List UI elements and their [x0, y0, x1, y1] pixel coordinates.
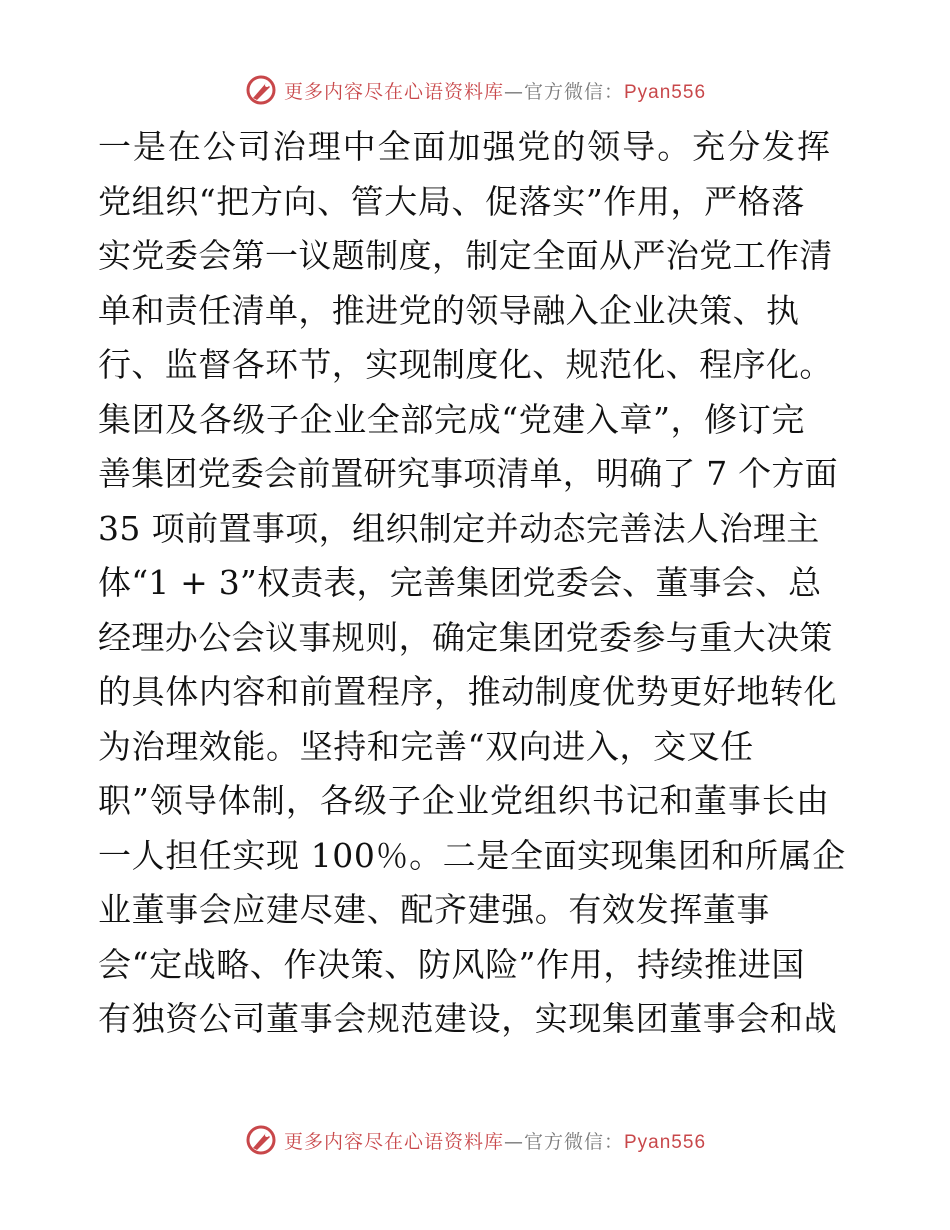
- footer-watermark-banner: [0, 1120, 950, 1160]
- text-line: 有独资公司董事会规范建设，实现集团董事会和战: [98, 999, 838, 1038]
- text-line: 行、监督各环节，实现制度化、规范化、程序化。: [98, 345, 833, 384]
- wechat-label: 官方微信：: [523, 80, 624, 103]
- text-line: 职”领导体制，各级子企业党组织书记和董事长由: [98, 781, 830, 820]
- watermark-slogan: 更多内容尽在心语资料库: [283, 1130, 504, 1153]
- pen-nib-logo-icon: [244, 73, 278, 107]
- text-line: 会“定战略、作决策、防风险”作用，持续推进国: [98, 944, 805, 984]
- watermark-text: [284, 1127, 706, 1154]
- text-line: 为治理效能。坚持和完善“双向进入，交叉任: [98, 726, 754, 766]
- header-watermark-banner: [0, 70, 950, 110]
- watermark-text: [284, 77, 706, 104]
- watermark-separator: —: [503, 80, 524, 103]
- pen-nib-logo-icon: [244, 1123, 278, 1157]
- wechat-label: 官方微信：: [523, 1130, 624, 1153]
- watermark-separator: —: [503, 1130, 524, 1153]
- text-line: 经理办公会议事规则，确定集团党委参与重大决策: [98, 617, 833, 657]
- text-line: 党组织“把方向、管大局、促落实”作用，严格落: [98, 181, 805, 221]
- text-line: 的具体内容和前置程序，推动制度优势更好地转化: [98, 672, 838, 711]
- text-line: 单和责任清单，推进党的领导融入企业决策、执: [98, 290, 800, 330]
- wechat-id: Pyan556: [624, 1131, 707, 1153]
- text-line: 体“1 + 3”权责表，完善集团党委会、董事会、总: [98, 563, 822, 602]
- text-line: 一人担任实现 100％。二是全面实现集团和所属企: [98, 835, 846, 875]
- text-line: 善集团党委会前置研究事项清单，明确了 7 个方面: [98, 454, 838, 493]
- wechat-id: Pyan556: [624, 81, 707, 103]
- document-body: [98, 120, 858, 1047]
- text-line: 业董事会应建尽建、配齐建强。有效发挥董事: [98, 890, 770, 929]
- watermark-slogan: 更多内容尽在心语资料库: [283, 80, 504, 103]
- text-line: 实党委会第一议题制度，制定全面从严治党工作清: [98, 236, 833, 275]
- text-line: 集团及各级子企业全部完成“党建入章”，修订完: [98, 399, 805, 439]
- text-line: 35 项前置事项，组织制定并动态完善法人治理主: [98, 508, 820, 548]
- text-line: 一是在公司治理中全面加强党的领导。充分发挥: [98, 127, 832, 166]
